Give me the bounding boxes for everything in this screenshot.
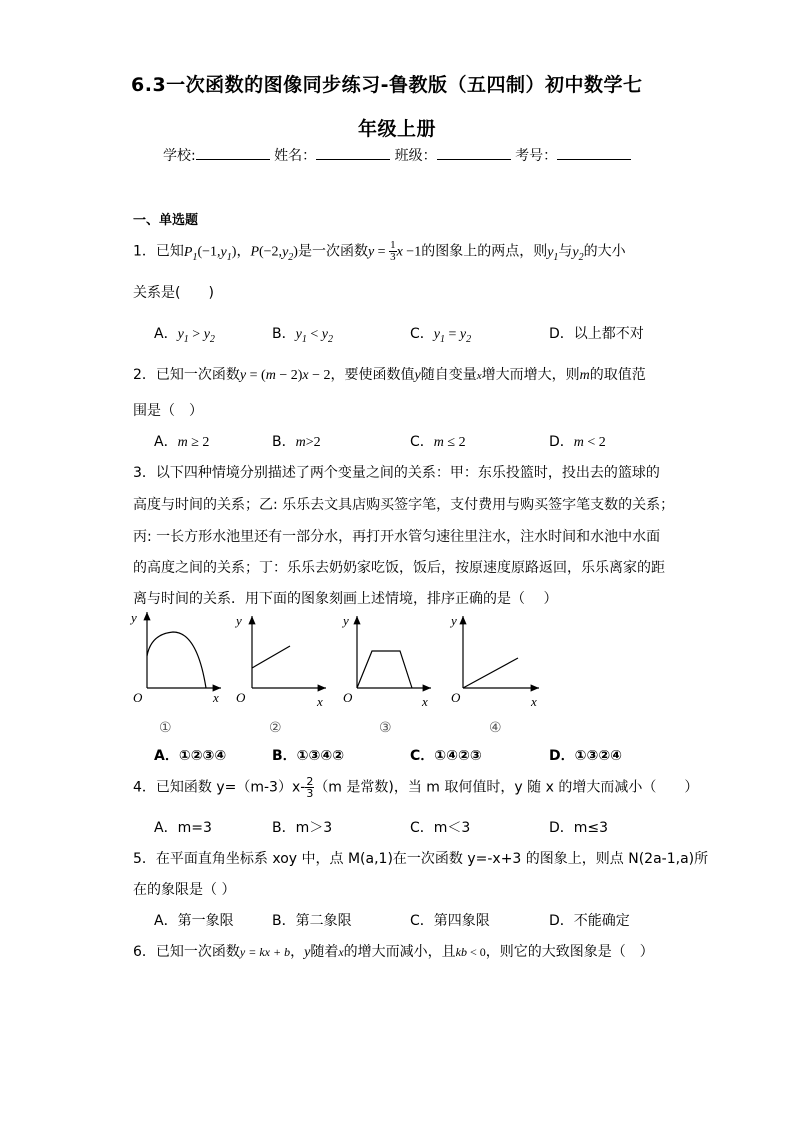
q3-option-d[interactable]: D．①③②④	[549, 748, 623, 764]
number-label: 考号：	[515, 148, 558, 164]
q5-option-d[interactable]: D．不能确定	[549, 913, 630, 929]
graph-2-x-label: x	[317, 694, 323, 709]
graph-4-caption: ④	[489, 720, 502, 736]
q1-option-d[interactable]: D．以上都不对	[549, 326, 644, 342]
q5-option-b[interactable]: B．第二象限	[272, 913, 352, 929]
q1-option-a[interactable]: A．$y_1 > y_2$	[154, 326, 215, 345]
q4-option-b[interactable]: B．m＞3	[272, 820, 333, 836]
graph-3-x-label: x	[422, 694, 428, 709]
class-label: 班级：	[394, 148, 437, 164]
q1-text: 是一次函数	[297, 243, 368, 260]
q3-option-b[interactable]: B．①③④②	[272, 748, 345, 764]
graph-4-y-label: y	[451, 613, 457, 628]
q1-point-p: P	[250, 244, 259, 260]
question-5-line2: 在的象限是（ ）	[133, 882, 236, 898]
q1-option-c[interactable]: C．$y_1 = y_2$	[410, 326, 472, 345]
q5-option-c[interactable]: C．第四象限	[410, 913, 490, 929]
graph-1-y-label: y	[131, 610, 137, 625]
graph-2-line	[252, 646, 290, 668]
q1-text: 的大小	[583, 243, 626, 260]
graph-4-origin: O	[451, 690, 461, 705]
q3-graphs	[125, 606, 565, 744]
q1-function: y	[367, 244, 375, 260]
graph-1-caption: ①	[159, 720, 172, 736]
class-blank[interactable]	[437, 147, 511, 160]
graph-1	[129, 610, 221, 736]
question-4: 4．已知函数 y=（m-3）x- $\frac{2}{3}$ （m 是常数)，当 m 取何值时，y 随 x 的增大而减小（ ）	[133, 775, 699, 800]
q1-text: 与	[558, 243, 573, 260]
q1-point-p1: $P_1$	[183, 244, 198, 263]
question-3-line3: 丙: 一长方形水池里还有一部分水，再打开水管匀速往里注水，注水时间和水池中水面	[133, 529, 661, 545]
q4-option-c[interactable]: C．m＜3	[410, 820, 471, 836]
school-label: 学校:	[163, 148, 196, 164]
q1-text: ，	[236, 243, 251, 260]
q3-option-a[interactable]: A．①②③④	[154, 748, 227, 764]
q4-fraction: $\frac{2}{3}$	[306, 775, 314, 800]
graph-1-curve	[147, 632, 206, 688]
school-blank[interactable]	[196, 147, 270, 160]
graph-3-caption: ③	[379, 720, 392, 736]
graph-2-origin: O	[236, 690, 246, 705]
q2-option-a[interactable]: A．m ≥ 2	[154, 434, 210, 450]
question-3-line5: 离与时间的关系．用下面的图象刻画上述情境，排序正确的是（ ）	[133, 591, 558, 607]
question-6: 6．已知一次函数y = kx + b，y随着x的增大而减小，且kb < 0，则它的大致图象是（ ）	[133, 944, 654, 960]
graph-3-y-label: y	[343, 613, 349, 628]
section-heading: 一、单选题	[133, 213, 199, 228]
page-title-line2: 年级上册	[358, 118, 437, 140]
question-1-line1: 1．已知$P_1(-1,y_1)$，$P(-2,y_2)$是一次函数y = $\frac{1}{3}$ x −1的图象上的两点，则$y_1$与$y_2$的大小	[133, 239, 626, 263]
q1-fraction: $\frac{1}{3}$	[390, 239, 396, 263]
graph-3-trapezoid	[357, 651, 412, 688]
graph-4	[449, 613, 539, 736]
question-2-line2: 围是（ ）	[133, 403, 203, 419]
name-blank[interactable]	[316, 147, 390, 160]
graph-1-x-label: x	[213, 690, 219, 705]
graph-3-origin: O	[343, 690, 353, 705]
q2-option-c[interactable]: C．m ≤ 2	[410, 434, 466, 450]
q4-option-d[interactable]: D．m≤3	[549, 820, 609, 836]
q1-option-b[interactable]: B．$y_1 < y_2$	[272, 326, 333, 345]
question-3-line2: 高度与时间的关系；乙: 乐乐去文具店购买签字笔，支付费用与购买签字笔支数的关系；	[133, 497, 675, 513]
q2-option-d[interactable]: D．m < 2	[549, 434, 606, 450]
number-blank[interactable]	[557, 147, 631, 160]
question-5-line1: 5．在平面直角坐标系 xoy 中，点 M(a,1)在一次函数 y=-x+3 的图象上，则点 N(2a-1,a)所	[133, 851, 709, 867]
graph-1-origin: O	[133, 690, 143, 705]
graph-2	[234, 613, 326, 736]
q2-option-b[interactable]: B．m>2	[272, 434, 321, 450]
q4-option-a[interactable]: A．m=3	[154, 820, 212, 836]
q5-option-a[interactable]: A．第一象限	[154, 913, 234, 929]
question-3-line4: 的高度之间的关系；丁：乐乐去奶奶家吃饭，饭后，按原速度原路返回，乐乐离家的距	[133, 560, 665, 576]
question-1-line2: 关系是( )	[133, 285, 214, 301]
graph-2-y-label: y	[236, 613, 242, 628]
graph-3	[341, 613, 431, 736]
q1-number: 1．	[133, 243, 156, 260]
q1-text: 已知	[155, 243, 184, 260]
graph-4-line	[463, 658, 518, 688]
question-2-line1: 2．已知一次函数y = (m − 2)x − 2，要使函数值y随自变量x增大而增大，则m的取值范	[133, 367, 646, 383]
graph-4-x-label: x	[531, 694, 537, 709]
page-title-line1: 6.3一次函数的图像同步练习-鲁教版（五四制）初中数学七	[131, 74, 643, 96]
question-3-line1: 3．以下四种情境分别描述了两个变量之间的关系：甲：东乐投篮时，投出去的篮球的	[133, 465, 660, 481]
graph-2-caption: ②	[269, 720, 282, 736]
name-label: 姓名：	[274, 148, 317, 164]
q1-text: 的图象上的两点，则	[421, 243, 548, 260]
student-info-line	[163, 145, 631, 165]
q3-option-c[interactable]: C．①④②③	[410, 748, 482, 764]
